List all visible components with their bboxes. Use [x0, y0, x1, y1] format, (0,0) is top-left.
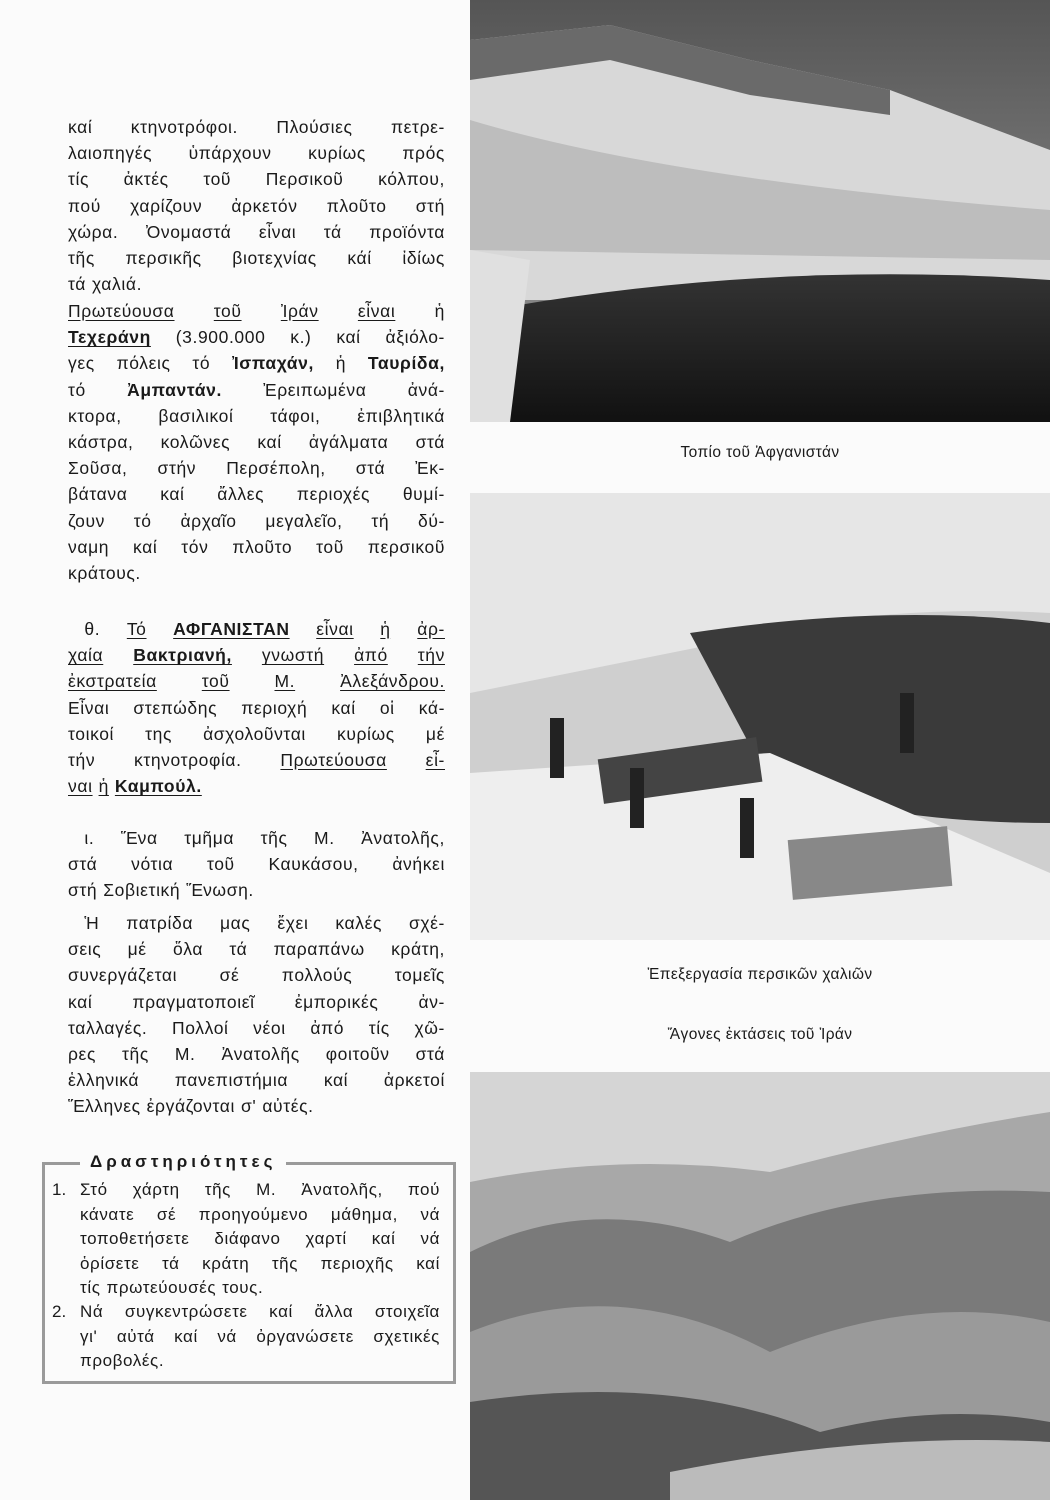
- word: Ἀνατολῆς,: [301, 1180, 383, 1199]
- paragraph-iran-capital: [68, 298, 445, 586]
- word: Ἐκ-: [415, 458, 445, 479]
- word: βάτανα: [68, 484, 128, 505]
- activity-line: [80, 1178, 440, 1203]
- word: θ.: [68, 619, 101, 639]
- word: Πολλοί: [172, 1017, 229, 1038]
- word: τό: [133, 510, 152, 531]
- text-line: [68, 560, 445, 586]
- text-line: [68, 721, 445, 747]
- word: περσικῆς: [125, 247, 202, 268]
- word: χαρτί: [305, 1229, 347, 1248]
- word: κολῶνες: [160, 431, 231, 452]
- word: καί: [323, 1070, 349, 1091]
- text-line: [68, 403, 445, 429]
- word: πλοῦτο: [326, 195, 387, 216]
- activity-number: 2.: [52, 1302, 67, 1321]
- word: σ': [240, 1096, 257, 1117]
- word: Μ.: [174, 1043, 196, 1064]
- word: καί: [133, 536, 158, 557]
- activity-line: [80, 1300, 440, 1325]
- text-line: [68, 140, 445, 166]
- word: τό: [192, 353, 211, 374]
- word: Σοβιετική: [103, 880, 181, 901]
- text-line: [68, 851, 445, 877]
- paragraph-caucasus: [68, 825, 445, 904]
- word: πού: [407, 1180, 440, 1199]
- photo-iran-barren-land: [470, 1072, 1050, 1500]
- word: στά: [68, 854, 98, 875]
- paragraph-greece-relations: [68, 910, 445, 1120]
- word: σεις: [68, 939, 102, 960]
- word: τήν: [417, 645, 445, 666]
- text-line: [68, 936, 445, 962]
- activity-line: [80, 1203, 440, 1228]
- word: εἶναι: [258, 221, 297, 242]
- word: ρες: [68, 1043, 96, 1064]
- word: ἀπό: [354, 645, 388, 666]
- word: Καυκάσου,: [268, 854, 359, 875]
- word: βασιλικοί: [158, 405, 234, 426]
- word: ἀκτές: [123, 169, 169, 190]
- word: ἐργάζονται: [146, 1096, 235, 1117]
- word: τίς: [368, 1017, 390, 1038]
- word: ἀρκετόν: [231, 195, 298, 216]
- word: κυρίως: [336, 723, 395, 744]
- word: καλές: [335, 913, 383, 933]
- activity-number: 1.: [52, 1180, 67, 1199]
- word: νέοι: [253, 1017, 286, 1038]
- text-line: [68, 534, 445, 560]
- word: ἀρ-: [417, 619, 445, 639]
- word: πλοῦτο: [232, 536, 293, 557]
- word: γες: [68, 353, 95, 374]
- word: τό: [68, 379, 86, 400]
- word: καί: [160, 484, 185, 505]
- text-line: [68, 429, 445, 455]
- word: ἀσχολοῦνται: [203, 723, 306, 744]
- word: σέ: [156, 1204, 177, 1224]
- word: βιοτεχνίας: [232, 247, 317, 268]
- word: εἶ-: [425, 749, 445, 770]
- word: χῶ-: [414, 1017, 445, 1038]
- word: ἀνά-: [407, 379, 445, 400]
- text-line: [68, 508, 445, 534]
- word: τά: [229, 939, 248, 960]
- word: τά: [323, 221, 342, 242]
- activity-line: [80, 1227, 440, 1252]
- word: κά-: [418, 697, 445, 718]
- word: πρωτεύουσές: [106, 1278, 217, 1297]
- word: τῆς: [271, 1253, 299, 1273]
- word: ΑΦΓΑΝΙΣΤΑΝ: [173, 619, 290, 639]
- word: τοῦ: [203, 169, 232, 190]
- word: οἱ: [379, 697, 395, 718]
- word: στοιχεῖα: [374, 1302, 440, 1321]
- word: ἐμπορικές: [294, 991, 379, 1012]
- word: Πρωτεύουσα: [68, 301, 175, 321]
- text-line: [68, 219, 445, 245]
- word: περιοχή: [241, 697, 308, 718]
- word: τά: [162, 1253, 180, 1273]
- text-line: [68, 642, 445, 668]
- word: χαία: [68, 645, 104, 666]
- text-line: [68, 114, 445, 140]
- word: στήν: [157, 458, 197, 479]
- word: τάφοι,: [270, 405, 321, 426]
- word: ὀργανώσετε: [256, 1326, 354, 1346]
- word: διάφανο: [214, 1229, 281, 1248]
- word: Ἕνωση.: [186, 880, 254, 901]
- word: ἀρκετοί: [383, 1070, 445, 1091]
- word: ἄλλες: [217, 484, 265, 505]
- word: προβολές.: [80, 1351, 165, 1370]
- text-line: [68, 1041, 445, 1067]
- word: Πρωτεύουσα: [280, 749, 387, 770]
- text-line: [68, 877, 445, 903]
- word: μάθημα,: [330, 1204, 398, 1224]
- word: καί: [331, 697, 356, 718]
- word: κτηνοτρόφοι.: [130, 117, 239, 137]
- word: γνωστή: [261, 645, 325, 666]
- word: χώρα.: [68, 221, 119, 242]
- word: ἀρχαῖο: [180, 510, 237, 531]
- activity-line: [80, 1349, 440, 1374]
- word: ἀπό: [310, 1017, 345, 1038]
- photo-afghanistan-landscape: [470, 0, 1050, 422]
- word: πρός: [402, 143, 445, 164]
- text-line: [68, 668, 445, 694]
- word: συνεργάζεται: [68, 965, 178, 986]
- word: ἡ: [434, 301, 445, 321]
- text-line: [68, 773, 445, 799]
- word: κτηνοτροφία.: [133, 749, 242, 770]
- word: θυμί-: [402, 484, 445, 505]
- word: ὑπάρχουν: [188, 143, 272, 164]
- word: Καμπούλ.: [114, 776, 202, 797]
- word: σχέ-: [408, 913, 445, 933]
- word: νά: [420, 1204, 440, 1224]
- word: τίς: [68, 169, 90, 190]
- word: ζουν: [68, 510, 105, 531]
- word: Ἰσπαχάν,: [232, 353, 314, 374]
- word: χαρίζουν: [130, 195, 203, 216]
- word: κράτη,: [391, 939, 445, 960]
- word: τους.: [222, 1278, 264, 1297]
- text-line: [68, 166, 445, 192]
- word: ἀγάλματα: [308, 431, 389, 452]
- word: Ἕνα: [120, 828, 158, 848]
- text-line: [68, 962, 445, 988]
- photo-carpet-washing: [470, 493, 1050, 940]
- word: Ἡ: [68, 913, 100, 933]
- caption-iran: Ἄγονες ἐκτάσεις τοῦ Ἰράν: [667, 1026, 853, 1043]
- activities-title: Δραστηριότητες: [80, 1152, 286, 1172]
- word: Νά: [80, 1302, 104, 1321]
- word: Ἰράν: [280, 301, 319, 321]
- word: ἑλληνικά: [68, 1070, 140, 1091]
- word: στεπώδης: [133, 697, 218, 718]
- word: Περσέπολη,: [226, 458, 326, 479]
- text-line: [68, 695, 445, 721]
- word: μεγαλεῖο,: [265, 510, 343, 531]
- word: τήν: [68, 749, 96, 770]
- word: περσικοῦ: [367, 536, 445, 557]
- word: λαιοπηγές: [68, 143, 153, 164]
- word: καί: [336, 327, 361, 348]
- word: ὅλα: [172, 939, 204, 960]
- word: ἐκστρατεία: [68, 671, 157, 692]
- word: Ἀνατολῆς,: [361, 828, 445, 848]
- word: μας: [219, 913, 251, 933]
- word: ναι: [68, 776, 93, 797]
- word: ἡ: [335, 353, 347, 374]
- word: τῆς: [121, 1043, 149, 1064]
- word: προηγούμενο: [198, 1204, 309, 1224]
- word: χάρτη: [132, 1180, 180, 1199]
- word: τοῦ: [201, 671, 230, 692]
- word: στή: [415, 195, 445, 216]
- word: τῆς: [260, 828, 288, 848]
- text-line: [68, 377, 445, 403]
- word: εἶναι: [357, 301, 396, 321]
- text-line: [68, 455, 445, 481]
- word: Ἀμπαντάν.: [127, 379, 222, 400]
- word: Στό: [80, 1180, 108, 1199]
- word: τοποθετήσετε: [80, 1229, 190, 1248]
- word: τῆς: [204, 1180, 231, 1199]
- word: τμῆμα: [184, 828, 235, 848]
- text-line: [68, 245, 445, 271]
- word: σχετικές: [373, 1326, 440, 1346]
- word: παραπάνω: [273, 939, 365, 960]
- word: προϊόντα: [369, 221, 445, 242]
- word: ἰδίως: [402, 247, 445, 268]
- word: ὁρίσετε: [80, 1253, 140, 1273]
- word: νά: [420, 1229, 440, 1248]
- text-line: [68, 350, 445, 376]
- word: φοιτοῦν: [325, 1043, 390, 1064]
- word: Ταυρίδα,: [367, 353, 445, 374]
- word: κράτους.: [68, 562, 141, 583]
- word: Ἕλληνες: [68, 1096, 141, 1117]
- word: πού: [68, 195, 101, 216]
- word: περιοχῆς: [320, 1253, 394, 1273]
- word: τῆς: [68, 247, 95, 268]
- word: γι': [80, 1326, 98, 1346]
- text-line: [68, 825, 445, 851]
- word: ἀν-: [418, 991, 445, 1012]
- word: ἐπιβλητικά: [357, 405, 445, 426]
- text-line: [68, 1015, 445, 1041]
- word: καί: [174, 1326, 198, 1346]
- word: καί: [416, 1253, 440, 1273]
- word: τή: [371, 510, 390, 531]
- word: Ἐρειπωμένα: [263, 379, 367, 400]
- word: τίς: [80, 1278, 101, 1297]
- word: τοῦ: [316, 536, 344, 557]
- word: Μ.: [314, 828, 335, 848]
- text-line: [68, 1067, 445, 1093]
- word: Τεχεράνη: [68, 327, 151, 348]
- paragraph-afghanistan: [68, 616, 445, 799]
- word: πανεπιστήμια: [174, 1070, 289, 1091]
- word: περιοχές: [296, 484, 371, 505]
- word: πολλούς: [281, 965, 353, 986]
- text-line: [68, 747, 445, 773]
- activity-line: [80, 1325, 440, 1350]
- word: τομεῖς: [394, 965, 445, 986]
- word: Περσικοῦ: [265, 169, 344, 190]
- text-line: [68, 1093, 445, 1119]
- word: ἡ: [98, 776, 109, 797]
- text-line: [68, 910, 445, 936]
- word: πετρε-: [390, 117, 445, 137]
- word: κράτη: [202, 1253, 250, 1273]
- word: της: [145, 723, 172, 744]
- word: πραγματοποιεῖ: [132, 991, 255, 1012]
- activity-line: [80, 1252, 440, 1277]
- word: καί: [68, 117, 93, 137]
- word: κτορα,: [68, 405, 122, 426]
- word: ἔχει: [277, 913, 309, 933]
- word: στά: [415, 1043, 445, 1064]
- paragraph-iran-economy: [68, 114, 445, 297]
- word: ναμη: [68, 536, 110, 557]
- text-line: [68, 271, 445, 297]
- word: καί: [371, 1229, 396, 1248]
- word: μέ: [425, 723, 445, 744]
- word: ἀξιόλο-: [385, 327, 445, 348]
- word: ἡ: [380, 619, 391, 639]
- word: Πλούσιες: [276, 117, 353, 137]
- word: αὐτά: [116, 1326, 155, 1346]
- word: χαλιά.: [91, 274, 143, 295]
- word: νά: [217, 1326, 237, 1346]
- word: εἶναι: [316, 619, 354, 639]
- word: Τό: [126, 619, 147, 639]
- word: πόλεις: [116, 353, 171, 374]
- word: Εἶναι: [68, 697, 110, 718]
- caption-afghanistan: Τοπίο τοῦ Ἀφγανιστάν: [680, 444, 840, 461]
- word: στά: [415, 431, 445, 452]
- word: ι.: [68, 828, 95, 848]
- word: καί: [257, 431, 282, 452]
- word: νότια: [131, 854, 174, 875]
- text-line: [68, 989, 445, 1015]
- word: αὐτές.: [262, 1096, 314, 1117]
- word: Μ.: [274, 671, 296, 692]
- word: τόν: [181, 536, 209, 557]
- text-line: [68, 193, 445, 219]
- word: πατρίδα: [126, 913, 194, 933]
- caption-carpets: Ἐπεξεργασία περσικῶν χαλιῶν: [647, 966, 873, 983]
- word: καί: [68, 991, 93, 1012]
- text-line: [68, 324, 445, 350]
- word: δύ-: [418, 510, 445, 531]
- text-line: [68, 298, 445, 324]
- word: καί: [269, 1302, 293, 1321]
- word: τά: [68, 274, 86, 295]
- word: τοῦ: [213, 301, 242, 321]
- word: ἀνήκει: [392, 854, 445, 875]
- word: Ἀνατολῆς: [221, 1043, 300, 1064]
- word: (3.900.000: [175, 327, 266, 348]
- word: στή: [68, 880, 98, 901]
- word: Μ.: [256, 1180, 277, 1199]
- word: ταλλαγές.: [68, 1017, 148, 1038]
- word: τοῦ: [206, 854, 235, 875]
- word: μέ: [127, 939, 147, 960]
- word: στά: [355, 458, 386, 479]
- word: κάστρα,: [68, 431, 134, 452]
- text-line: [68, 481, 445, 507]
- word: κάί: [347, 247, 372, 268]
- word: Ὀνομαστά: [145, 221, 232, 242]
- word: Σοῦσα,: [68, 458, 128, 479]
- word: ἄλλα: [314, 1302, 354, 1321]
- word: Ἀλεξάνδρου.: [340, 671, 445, 692]
- word: Βακτριανή,: [133, 645, 232, 666]
- word: τοικοί: [68, 723, 115, 744]
- word: κάνατε: [80, 1204, 135, 1224]
- word: συγκεντρώσετε: [124, 1302, 248, 1321]
- word: κυρίως: [308, 143, 366, 164]
- text-line: [68, 616, 445, 642]
- word: κ.): [290, 327, 312, 348]
- activity-line: [80, 1276, 440, 1301]
- word: σέ: [219, 965, 240, 986]
- word: κόλπου,: [378, 169, 445, 190]
